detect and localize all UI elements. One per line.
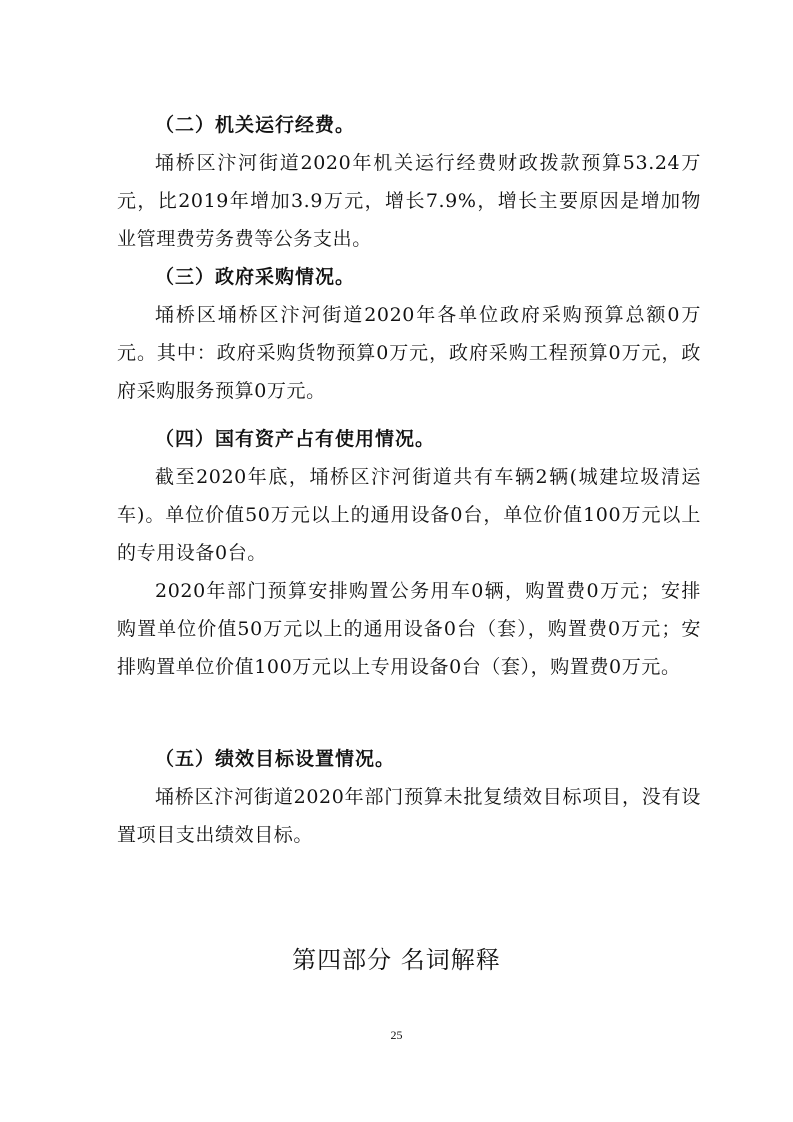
section-heading: （二）机关运行经费。	[155, 114, 356, 136]
section-performance-targets	[117, 740, 701, 854]
section-paragraph: 埇桥区埇桥区汴河街道2020年各单位政府采购预算总额0万元。其中：政府采购货物预算0万元，政府采购工程预算0万元，政府采购服务预算0万元。	[117, 304, 701, 402]
section-paragraph: 2020年部门预算安排购置公务用车0辆，购置费0万元；安排购置单位价值50万元以上的通用设备0台（套），购置费0万元；安排购置单位价值100万元以上专用设备0台（套），购置费0万元。	[117, 580, 701, 678]
section-heading: （四）国有资产占有使用情况。	[155, 428, 436, 450]
section-heading: （三）政府采购情况。	[155, 266, 356, 288]
section-heading: （五）绩效目标设置情况。	[155, 748, 396, 770]
page-number: 25	[390, 1028, 403, 1042]
section-paragraph: 埇桥区汴河街道2020年部门预算未批复绩效目标项目，没有设置项目支出绩效目标。	[117, 786, 701, 846]
section-operating-expenses	[117, 106, 701, 258]
section-paragraph: 埇桥区汴河街道2020年机关运行经费财政拨款预算53.24万元，比2019年增加3.9万元，增长7.9%，增长主要原因是增加物业管理费劳务费等公务支出。	[117, 152, 701, 250]
section-government-procurement	[117, 258, 701, 410]
part-title: 第四部分 名词解释	[292, 946, 501, 974]
section-paragraph: 截至2020年底，埇桥区汴河街道共有车辆2辆(城建垃圾清运车)。单位价值50万元以上的通用设备0台，单位价值100万元以上的专用设备0台。	[117, 466, 701, 564]
section-state-assets	[117, 420, 701, 686]
